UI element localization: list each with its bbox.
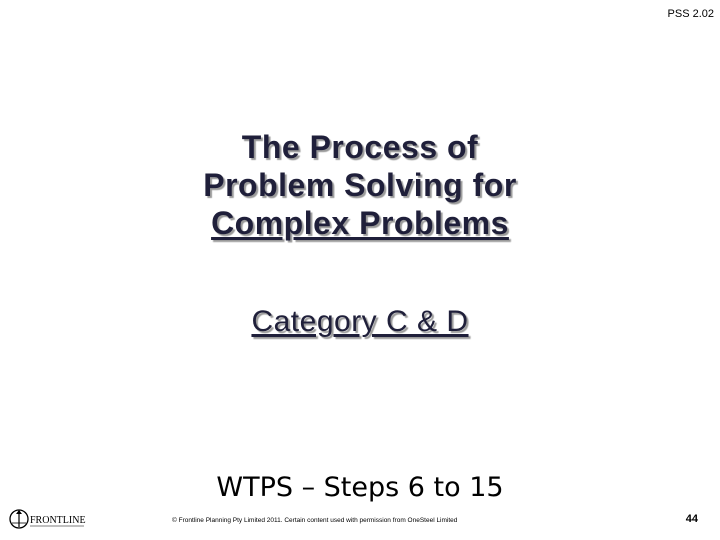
steps-subtitle: WTPS – Steps 6 to 15 — [216, 472, 504, 503]
frontline-logo — [8, 505, 88, 533]
slide-code: PSS 2.02 — [667, 8, 714, 20]
page-number: 44 — [685, 513, 698, 525]
title-line-3: Complex Problems — [211, 205, 509, 241]
title-line-1: The Process of — [241, 129, 479, 165]
frontline-logo-icon — [10, 510, 28, 528]
title-line-3-wrapper — [0, 204, 720, 242]
category-heading: Category C & D — [251, 305, 469, 338]
title-line-2: Problem Solving for — [203, 167, 517, 203]
logo-text: FRONTLINE — [30, 515, 86, 526]
copyright-notice: © Frontline Planning Pty Limited 2011. Certain content used with permission from OneSteel Limited — [172, 517, 458, 524]
slide-title — [0, 128, 720, 242]
